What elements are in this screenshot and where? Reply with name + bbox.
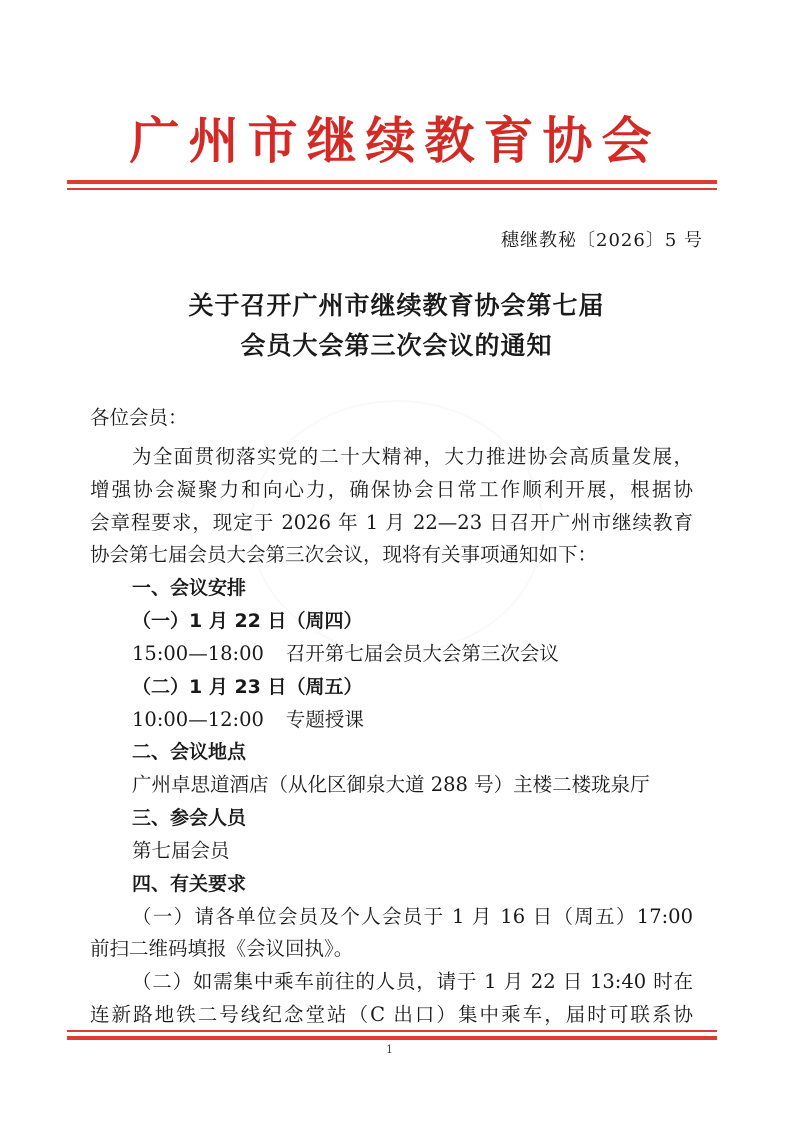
intro-line: 为全面贯彻落实党的二十大精神，大力推进协会高质量发展， [132, 445, 693, 468]
day1-time: 15:00—18:00 [132, 642, 264, 665]
section-heading-requirements: 四、有关要求 [132, 873, 247, 895]
salutation: 各位会员： [90, 406, 188, 429]
footer-rule-thick [67, 1036, 717, 1040]
page-number: 1 [386, 1043, 393, 1056]
footer-rule-thin [67, 1030, 717, 1032]
requirement-1-line1: （一）请各单位会员及个人会员于 1 月 16 日（周五）17:00 [132, 905, 693, 928]
notice-title-line2: 会员大会第三次会议的通知 [240, 331, 553, 360]
masthead-rule-thin [67, 188, 717, 190]
section-heading-arrangement: 一、会议安排 [132, 577, 247, 599]
masthead-rule-thick [67, 180, 717, 184]
arrangement-day2-detail [132, 705, 364, 735]
requirement-2-line1: （二）如需集中乘车前往的人员，请于 1 月 22 日 13:40 时在 [132, 970, 693, 993]
intro-line: 会章程要求，现定于 2026 年 1 月 22—23 日召开广州市继续教育 [90, 511, 693, 534]
section-heading-attendees: 三、参会人员 [132, 807, 247, 829]
notice-title-line1: 关于召开广州市继续教育协会第七届 [188, 291, 605, 320]
arrangement-day1-detail [132, 639, 559, 669]
day2-time: 10:00—12:00 [132, 708, 264, 731]
day2-item: 专题授课 [285, 708, 364, 731]
arrangement-day1-heading: （一）1 月 22 日（周四） [132, 610, 363, 632]
intro-line: 协会第七届会员大会第三次会议，现将有关事项通知如下： [90, 543, 598, 566]
intro-line: 增强协会凝聚力和向心力，确保协会日常工作顺利开展，根据协 [90, 478, 693, 501]
requirement-2-line2: 连新路地铁二号线纪念堂站（C 出口）集中乘车，届时可联系协 [90, 1003, 693, 1026]
attendees-text: 第七届会员 [132, 839, 230, 862]
requirement-1-line2: 前扫二维码填报《会议回执》。 [90, 937, 354, 960]
masthead-title: 广州市继续教育协会 [129, 111, 661, 170]
arrangement-day2-heading: （二）1 月 23 日（周五） [132, 676, 363, 698]
day1-item: 召开第七届会员大会第三次会议 [285, 642, 559, 665]
section-heading-venue: 二、会议地点 [132, 741, 247, 763]
venue-text: 广州卓思道酒店（从化区御泉大道 288 号）主楼二楼珑泉厅 [132, 773, 650, 796]
document-number: 穗继教秘〔2026〕5 号 [501, 230, 703, 251]
